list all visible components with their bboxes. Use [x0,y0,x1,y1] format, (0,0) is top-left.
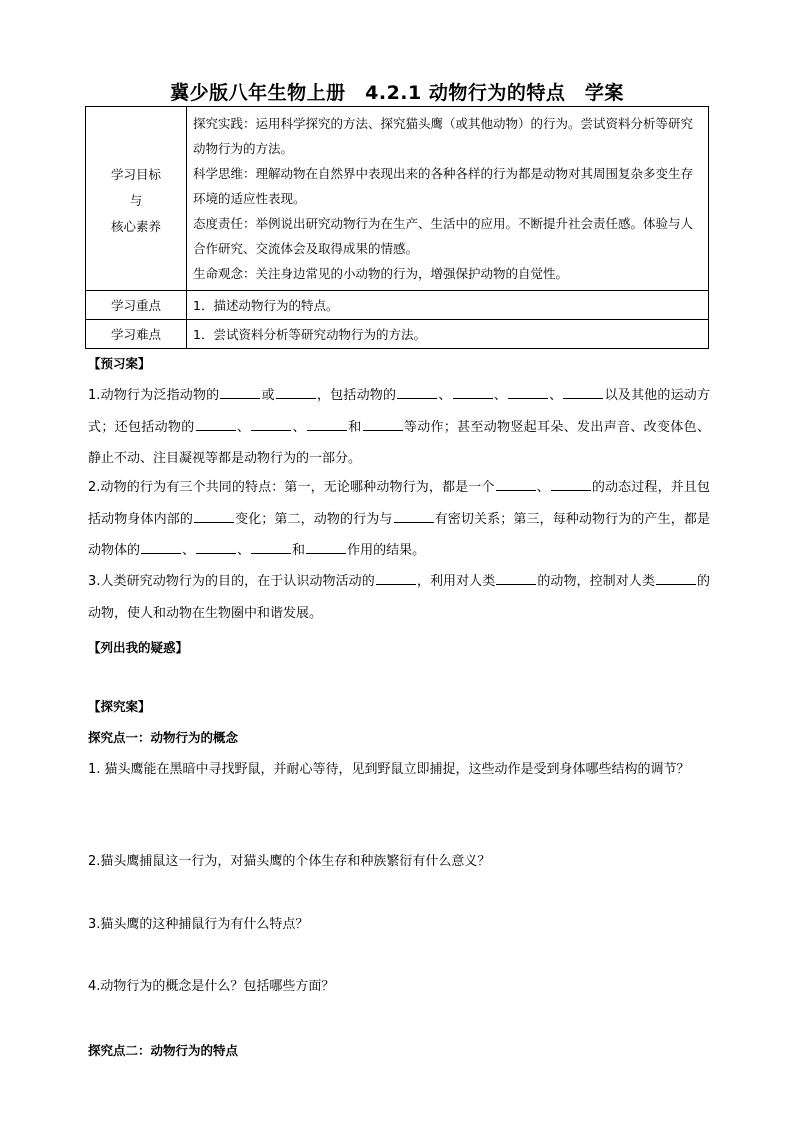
fill-blank[interactable] [551,477,591,491]
text-segment: 的动态过程，并且包括动物身体内部的 [88,480,710,527]
text-segment: 、 [536,480,550,495]
page-title: 冀少版八年生物上册 4.2.1 动物行为的特点 学案 [170,82,624,104]
preview-question-2 [88,472,710,567]
objectives-content-cell [187,107,709,291]
objective-attitude: 态度责任：举例说出研究动物行为在生产、生活中的应用。不断提升社会责任感。体验与人合作研究、交流体会及取得成果的情感。 [193,216,694,256]
explore-question-4: 4.动物行为的概念是什么？包括哪些方面？ [88,979,335,994]
text-segment: 、 [182,543,196,558]
fill-blank[interactable] [656,571,696,585]
fill-blank[interactable] [196,417,236,431]
text-segment: ，利用对人类 [416,574,496,589]
objective-thinking: 科学思维：理解动物在自然界中表现出来的各种各样的行为都是动物对其周围复杂多变生存环境的适应性表现。 [193,166,694,206]
fill-blank[interactable] [496,477,536,491]
fill-blank[interactable] [194,509,234,523]
difficulty-label: 学习难点 [86,320,187,349]
explore-point-2: 探究点二：动物行为的特点 [88,1043,239,1058]
label-and: 与 [129,192,143,208]
objectives-table [85,106,709,349]
difficulty-row [86,320,709,349]
fill-blank[interactable] [363,417,403,431]
text-segment: 和 [347,419,362,435]
preview-question-3 [88,566,710,629]
text-segment: 、 [237,543,251,558]
fill-blank[interactable] [376,571,416,585]
fill-blank[interactable] [306,540,346,554]
explore-question-1: 1. 猫头鹰能在黑暗中寻找野鼠，并耐心等待，见到野鼠立即捕捉，这些动作是受到身体哪些结构的调节？ [88,762,690,777]
text-segment: 1.动物行为泛指动物的 [88,388,220,403]
explore-heading: 【探究案】 [88,699,151,714]
objectives-row [86,107,709,291]
fill-blank[interactable] [496,571,536,585]
fill-blank[interactable] [251,540,291,554]
text-segment: 3.人类研究动物行为的目的，在于认识动物活动的 [88,574,375,589]
text-segment: 、 [236,419,251,435]
fill-blank[interactable] [563,385,603,399]
text-segment: 作用的结果。 [347,543,426,558]
text-segment: 的动物，使人和动物在生物圈中和谐发展。 [88,574,710,621]
fill-blank[interactable] [307,417,347,431]
fill-blank[interactable] [141,540,181,554]
text-segment: 2.动物的行为有三个共同的特点：第一，无论哪种动物行为，都是一个 [88,480,495,495]
text-segment: 、 [548,388,563,403]
fill-blank[interactable] [394,509,434,523]
fill-blank[interactable] [276,385,316,399]
fill-blank[interactable] [453,385,493,399]
fill-blank[interactable] [251,417,291,431]
fill-blank[interactable] [196,540,236,554]
key-point-row [86,291,709,320]
text-segment: 等动作；甚至动物竖起耳朵、发出声音、改变体色、静止不动、注目凝视等都是动物行为的一部分。 [88,419,710,466]
text-segment: 、 [493,388,507,403]
text-segment: 的动物，控制对人类 [537,574,655,589]
text-segment: 或 [261,388,275,403]
label-core-literacy: 核心素养 [110,218,161,234]
text-segment: ，包括动物的 [316,388,397,403]
preview-question-1 [88,380,710,475]
fill-blank[interactable] [508,385,548,399]
text-segment: 以及其他的运动方式；还包括动物的 [88,388,710,435]
text-segment: 和 [292,543,306,558]
explore-question-2: 2.猫头鹰捕鼠这一行为，对猫头鹰的个体生存和种族繁衍有什么意义？ [88,854,491,869]
difficulty-content: 1．尝试资料分析等研究动物行为的方法。 [187,320,709,349]
text-segment: 、 [438,388,452,403]
doubts-heading: 【列出我的疑惑】 [88,640,189,655]
fill-blank[interactable] [220,385,260,399]
objectives-label-cell [86,107,187,291]
explore-point-1: 探究点一：动物行为的概念 [88,730,239,745]
text-segment: 有密切关系；第三，每种动物行为的产生，都是动物体的 [88,511,710,558]
text-segment: 、 [292,419,306,435]
objective-inquiry: 探究实践：运用科学探究的方法、探究猫头鹰（或其他动物）的行为。尝试资料分析等研究动物行为的方法。 [193,116,694,156]
text-segment: 变化；第二，动物的行为与 [234,511,393,527]
key-point-content: 1．描述动物行为的特点。 [187,291,709,320]
label-objectives: 学习目标 [110,166,161,182]
explore-question-3: 3.猫头鹰的这种捕鼠行为有什么特点？ [88,917,309,932]
key-point-label: 学习重点 [86,291,187,320]
fill-blank[interactable] [397,385,437,399]
preview-heading: 【预习案】 [88,356,151,371]
objective-life-view: 生命观念：关注身边常见的小动物的行为，增强保护动物的自觉性。 [193,266,569,281]
